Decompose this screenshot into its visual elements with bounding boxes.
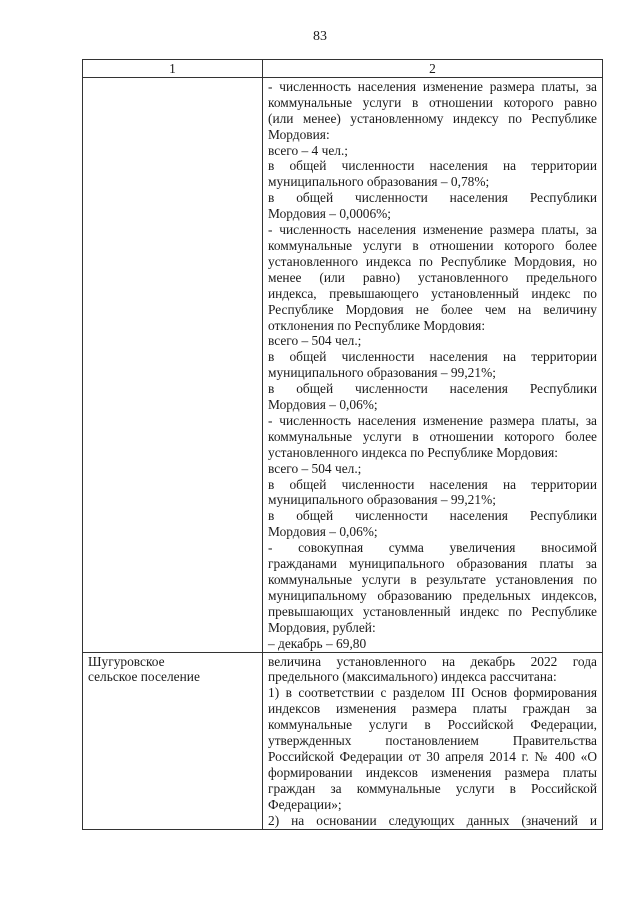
text-line: индекса, превышающего установленный индекс по (268, 285, 597, 301)
text-line: всего – 4 чел.; (268, 142, 349, 158)
row2-description-cell (263, 652, 603, 829)
text-line: в общей численности населения Республики (268, 190, 597, 206)
text-line: в общей численности населения Республики (268, 508, 597, 524)
text-line: муниципального образования – 99,21%; (268, 365, 496, 381)
text-line: в общей численности населения на территории (268, 476, 597, 492)
text-line: отклонения по Республике Мордовия: (268, 317, 486, 333)
column-header-2: 2 (263, 60, 603, 78)
text-line: муниципального образования – 99,21%; (268, 492, 496, 508)
text-line: величина установленного на декабрь 2022 года (268, 653, 597, 669)
text-line: установленного индекса по Республике Мордовия, но (268, 253, 597, 269)
text-line: коммунальные услуги в Российской Федерации, (268, 717, 597, 733)
text-line: Мордовия: (268, 126, 330, 142)
text-line: Мордовия – 0,06%; (268, 397, 378, 413)
text-line: менее (или равно) установленного предельного (268, 269, 597, 285)
text-line: установленного индекса по Республике Мордовия: (268, 444, 558, 460)
text-line: в общей численности населения на территории (268, 349, 597, 365)
text-line: Мордовия – 0,0006%; (268, 206, 392, 222)
text-line: коммунальные услуги в отношении которого равно (268, 94, 597, 110)
text-line: формировании индексов изменения размера платы (268, 764, 597, 780)
table-header-row (83, 60, 603, 78)
text-line: 1) в соответствии с разделом III Основ формирования (268, 685, 597, 701)
text-line: Республике Мордовия не более чем на величину (268, 301, 597, 317)
row2-municipality-cell (83, 652, 263, 829)
text-line: Шугуровское (88, 653, 165, 669)
text-line: 2) на основании следующих данных (значений и (268, 812, 597, 828)
text-line: (или менее) установленному индексу по Республике (268, 110, 597, 126)
text-line: - численность населения изменение размера платы, за (268, 412, 597, 428)
text-line: коммунальные услуги в отношении которого более (268, 237, 597, 253)
text-line: сельское поселение (88, 669, 200, 685)
text-line: гражданами муниципального образования платы за (268, 556, 597, 572)
text-line: муниципального образования – 0,78%; (268, 174, 490, 190)
table-row (83, 652, 603, 829)
text-line: - совокупная сумма увеличения вносимой (268, 540, 597, 556)
text-line: - численность населения изменение размера платы, за (268, 78, 597, 94)
table-row (83, 77, 603, 652)
text-line: предельного (максимального) индекса рассчитана: (268, 669, 557, 685)
text-line: Мордовия, рублей: (268, 619, 376, 635)
text-line: в общей численности населения на территории (268, 158, 597, 174)
text-line: в общей численности населения Республики (268, 381, 597, 397)
page-number: 83 (313, 29, 327, 44)
text-line: коммунальные услуги в отношении которого более (268, 428, 597, 444)
text-line: всего – 504 чел.; (268, 460, 362, 476)
text-line: Федерации»; (268, 796, 342, 812)
text-line: граждан за коммунальные услуги в Российской (268, 780, 597, 796)
data-table (82, 59, 603, 830)
text-line: – декабрь – 69,80 (268, 635, 367, 651)
text-line: Российской Федерации от 30 апреля 2014 г. № 400 «О (268, 748, 597, 764)
text-line: всего – 504 чел.; (268, 333, 362, 349)
text-line: Мордовия – 0,06%; (268, 524, 378, 540)
text-line: - численность населения изменение размера платы, за (268, 222, 597, 238)
row1-description-cell (263, 77, 603, 652)
text-line: превышающих установленный индекс по Республике (268, 603, 597, 619)
column-header-1: 1 (83, 60, 263, 78)
row1-municipality-cell (83, 77, 263, 652)
text-line: муниципальному образованию предельных индексов, (268, 587, 597, 603)
text-line: индексов изменения размера платы граждан за (268, 701, 597, 717)
text-line: коммунальные услуги в результате установления по (268, 572, 597, 587)
text-line: утвержденных постановлением Правительства (268, 733, 597, 749)
